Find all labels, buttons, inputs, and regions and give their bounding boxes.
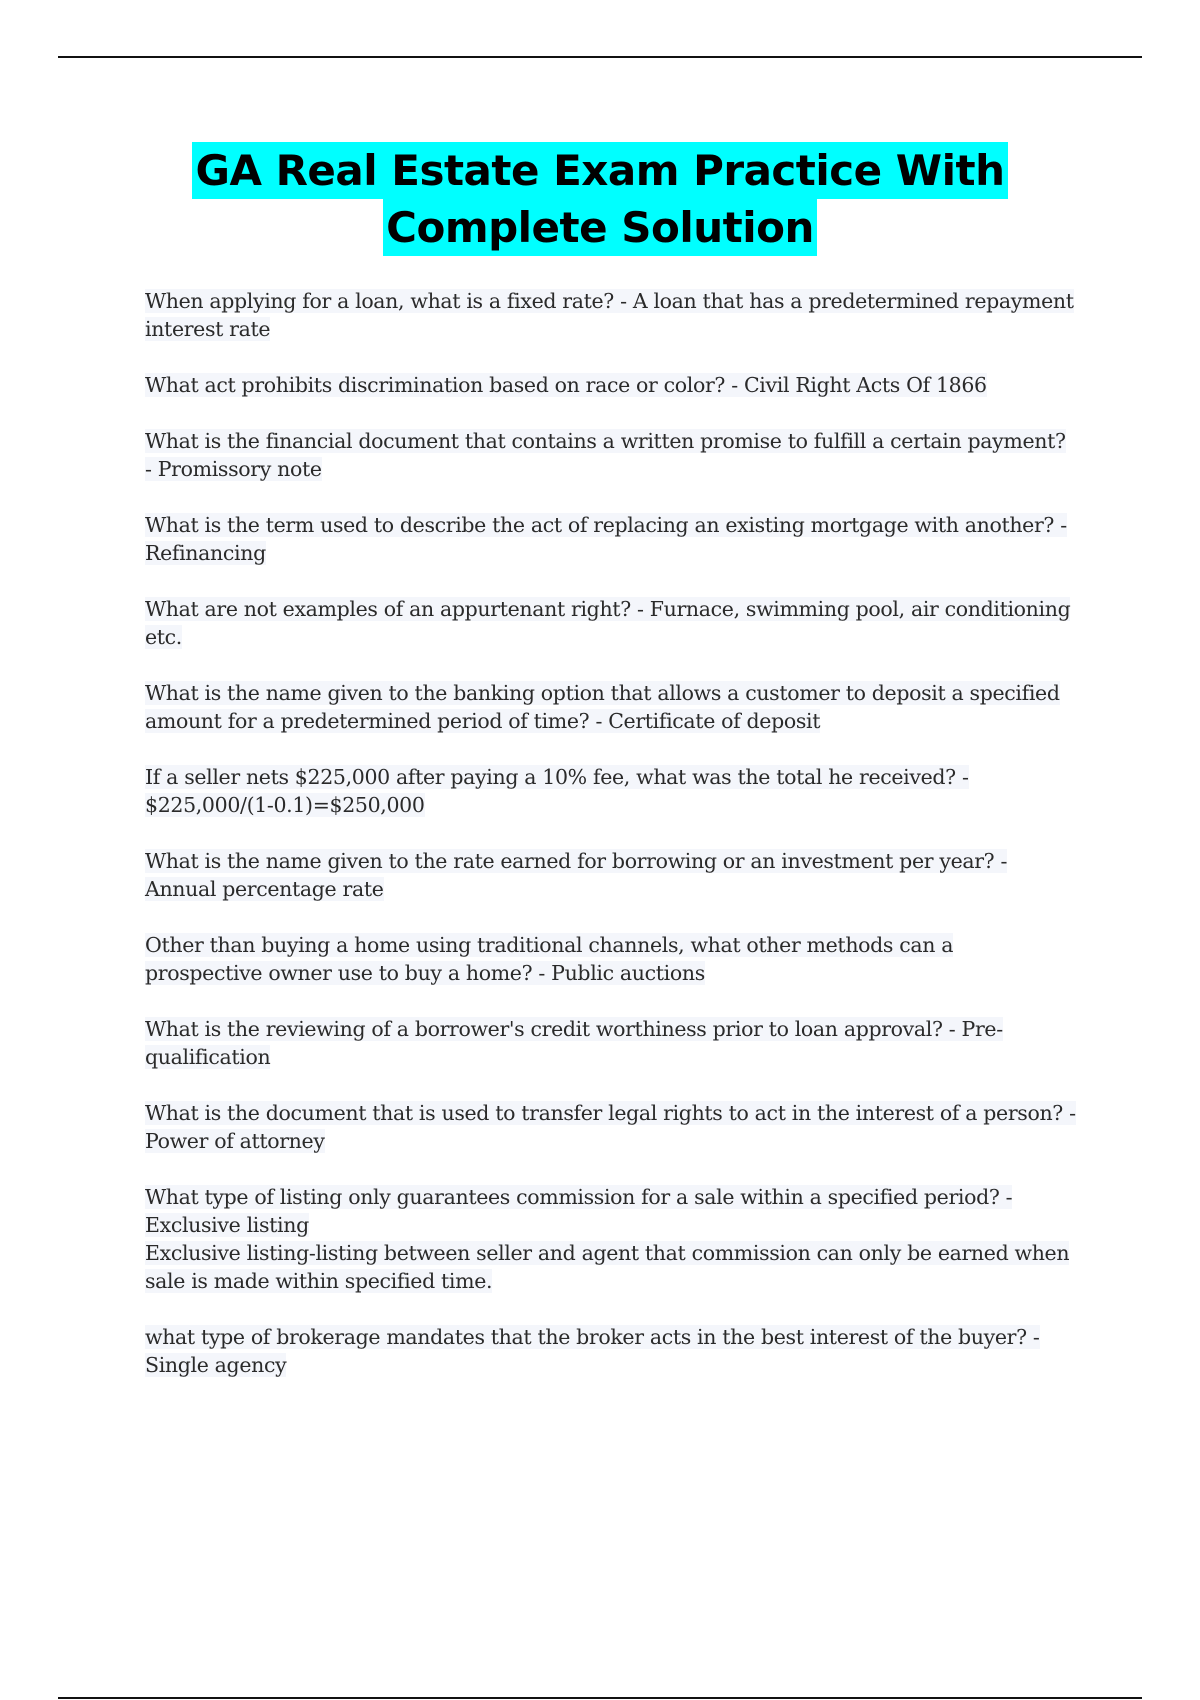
qa-line bbox=[145, 1351, 1085, 1379]
qa-line-text: What is the name given to the rate earned for borrowing or an investment per year? - bbox=[145, 849, 1008, 873]
qa-line-text: Single agency bbox=[145, 1353, 287, 1377]
qa-line bbox=[145, 1211, 1085, 1239]
qa-line-text: What is the financial document that contains a written promise to fulfill a certain payment? bbox=[145, 429, 1066, 453]
qa-line bbox=[145, 455, 1085, 483]
qa-line-text: What are not examples of an appurtenant right? - Furnace, swimming pool, air conditioning bbox=[145, 597, 1071, 621]
qa-line-text: sale is made within specified time. bbox=[145, 1269, 493, 1293]
qa-line-text: Refinancing bbox=[145, 541, 266, 565]
qa-line bbox=[145, 791, 1085, 819]
qa-line bbox=[145, 623, 1085, 651]
qa-item bbox=[145, 1099, 1085, 1155]
qa-item bbox=[145, 1323, 1085, 1379]
qa-item bbox=[145, 931, 1085, 987]
qa-item bbox=[145, 427, 1085, 483]
qa-line bbox=[145, 679, 1085, 707]
qa-line-text: Exclusive listing bbox=[145, 1213, 309, 1237]
title-line-1: GA Real Estate Exam Practice With bbox=[192, 142, 1007, 199]
qa-line bbox=[145, 875, 1085, 903]
qa-line-text: interest rate bbox=[145, 317, 271, 341]
title-line-2: Complete Solution bbox=[383, 199, 817, 256]
qa-line-text: Annual percentage rate bbox=[145, 877, 384, 901]
qa-line-text: amount for a predetermined period of time? - Certificate of deposit bbox=[145, 709, 821, 733]
qa-line bbox=[145, 1323, 1085, 1351]
qa-line bbox=[145, 427, 1085, 455]
qa-line bbox=[145, 847, 1085, 875]
qa-line bbox=[145, 763, 1085, 791]
qa-line-text: Power of attorney bbox=[145, 1129, 325, 1153]
qa-line bbox=[145, 1183, 1085, 1211]
qa-line-text: prospective owner use to buy a home? - Public auctions bbox=[145, 961, 705, 985]
qa-item bbox=[145, 763, 1085, 819]
qa-line-text: What is the term used to describe the act of replacing an existing mortgage with another? - bbox=[145, 513, 1067, 537]
qa-item bbox=[145, 287, 1085, 343]
qa-item bbox=[145, 847, 1085, 903]
footer-rule bbox=[58, 1697, 1142, 1699]
qa-line-text: - Promissory note bbox=[145, 457, 322, 481]
qa-line-text: What type of listing only guarantees commission for a sale within a specified period? - bbox=[145, 1185, 1013, 1209]
qa-line bbox=[145, 1015, 1085, 1043]
qa-line bbox=[145, 1127, 1085, 1155]
qa-line bbox=[145, 511, 1085, 539]
qa-line-text: qualification bbox=[145, 1045, 271, 1069]
qa-line bbox=[145, 371, 1085, 399]
qa-line-text: $225,000/(1-0.1)=$250,000 bbox=[145, 793, 425, 817]
document-title bbox=[100, 142, 1100, 256]
qa-line bbox=[145, 931, 1085, 959]
qa-line bbox=[145, 707, 1085, 735]
qa-line-text: what type of brokerage mandates that the broker acts in the best interest of the buyer? - bbox=[145, 1325, 1040, 1349]
qa-line bbox=[145, 1043, 1085, 1071]
qa-item bbox=[145, 1015, 1085, 1071]
qa-line bbox=[145, 959, 1085, 987]
qa-line-text: When applying for a loan, what is a fixed rate? - A loan that has a predetermined repayment bbox=[145, 289, 1074, 313]
qa-line-text: What is the reviewing of a borrower's credit worthiness prior to loan approval? - Pre- bbox=[145, 1017, 1003, 1041]
qa-line-text: What act prohibits discrimination based on race or color? - Civil Right Acts Of 1866 bbox=[145, 373, 987, 397]
qa-line bbox=[145, 315, 1085, 343]
qa-item bbox=[145, 679, 1085, 735]
qa-line-text: etc. bbox=[145, 625, 182, 649]
qa-line-text: What is the document that is used to transfer legal rights to act in the interest of a person? - bbox=[145, 1101, 1076, 1125]
qa-list bbox=[145, 287, 1085, 1407]
qa-item bbox=[145, 1183, 1085, 1295]
qa-item bbox=[145, 511, 1085, 567]
qa-line bbox=[145, 595, 1085, 623]
qa-line-text: If a seller nets $225,000 after paying a 10% fee, what was the total he received? - bbox=[145, 765, 969, 789]
qa-line-text: Exclusive listing-listing between seller and agent that commission can only be earned when bbox=[145, 1241, 1070, 1265]
qa-line bbox=[145, 1099, 1085, 1127]
qa-item bbox=[145, 595, 1085, 651]
qa-line-text: What is the name given to the banking option that allows a customer to deposit a specified bbox=[145, 681, 1060, 705]
qa-line bbox=[145, 1267, 1085, 1295]
qa-item bbox=[145, 371, 1085, 399]
qa-line bbox=[145, 539, 1085, 567]
qa-line bbox=[145, 287, 1085, 315]
qa-line bbox=[145, 1239, 1085, 1267]
header-rule bbox=[58, 56, 1142, 58]
qa-line-text: Other than buying a home using traditional channels, what other methods can a bbox=[145, 933, 954, 957]
